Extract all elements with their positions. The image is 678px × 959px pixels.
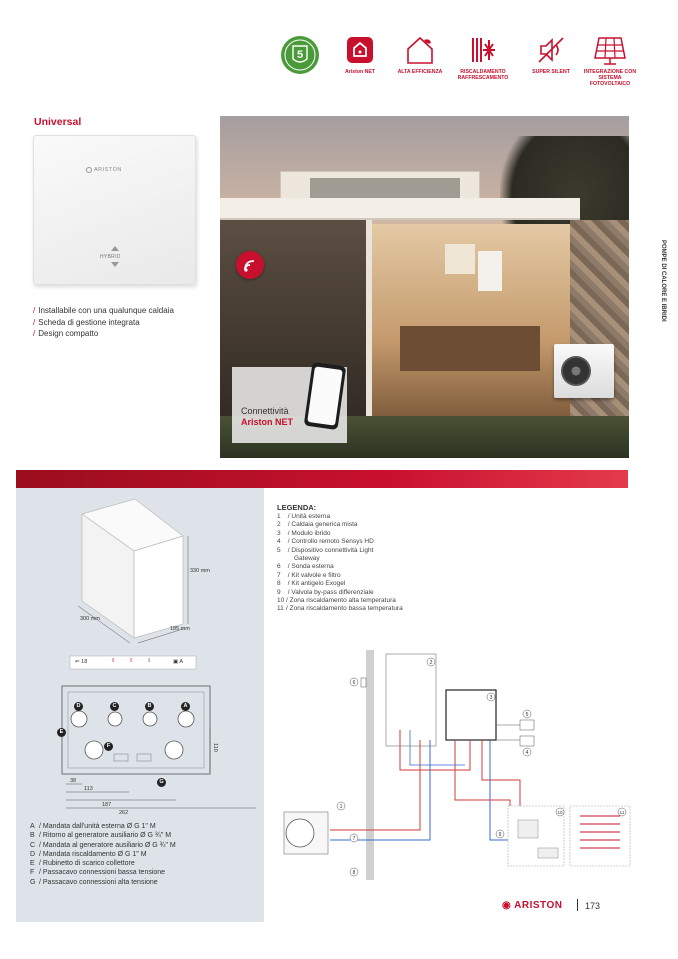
- system-schematic: [270, 640, 640, 890]
- port-marker-c: C: [110, 702, 119, 711]
- wifi-icon: [236, 251, 264, 279]
- legend-item: 10 / Zona riscaldamento alta temperatura: [277, 597, 396, 605]
- port-marker-a: A: [181, 702, 190, 711]
- page-number: 173: [585, 901, 601, 911]
- port-marker-e: E: [57, 728, 66, 737]
- product-image: [33, 135, 196, 285]
- port-arrow-icon: ⇧: [129, 658, 134, 664]
- connections-legend: [30, 822, 176, 887]
- dim-height: 330 mm: [190, 568, 210, 574]
- port-strip-left: ⇐ 18: [75, 659, 88, 665]
- feature-label: INTEGRAZIONE CON SISTEMA FOTOVOLTAICO: [583, 69, 637, 87]
- legend-item: 6 / Sonda esterna: [277, 563, 334, 571]
- legend-item: 4 / Controllo remoto Sensys HD: [277, 538, 374, 546]
- house-photo: [220, 116, 629, 458]
- legend-item: 8 / Kit antigelo Exogel: [277, 580, 346, 588]
- ariston-net-label: Ariston NET: [241, 417, 294, 427]
- boiler-2: [386, 654, 436, 746]
- feature-icons-row: [270, 34, 645, 98]
- feature-ariston-net: [330, 34, 390, 75]
- svg-text:6: 6: [352, 680, 356, 686]
- svg-text:4: 4: [525, 750, 529, 756]
- port-marker-b: B: [145, 702, 154, 711]
- legend-item: 7 / Kit valvole e filtro: [277, 571, 341, 579]
- feature-warranty: [270, 34, 330, 76]
- garanzia-5-anni-badge-icon: [279, 34, 321, 76]
- port-arrow-icon: ⇩: [147, 658, 152, 664]
- outdoor-sensor-6: [361, 678, 366, 687]
- connection-item: D / Mandata riscaldamento Ø G 1" M: [30, 850, 147, 858]
- wall: [366, 650, 374, 880]
- svg-text:2: 2: [429, 660, 433, 666]
- red-divider-band: [16, 470, 628, 488]
- fan-icon: [561, 356, 591, 386]
- feature-label: Ariston NET: [345, 69, 375, 75]
- legend-list: [277, 513, 403, 614]
- ariston-logo-icon: [86, 167, 92, 173]
- feature-label: RISCALDAMENTO RAFFRESCAMENTO: [457, 69, 509, 81]
- connection-item: E / Rubinetto di scarico collettore: [30, 860, 135, 868]
- feature-super-silent: [521, 34, 581, 75]
- side-category-text: POMPE DI CALORE E IBRIDI: [660, 240, 666, 322]
- product-brand-text: ARISTON: [94, 167, 122, 173]
- connection-item: A / Mandata dall'unità esterna Ø G 1" M: [30, 823, 156, 830]
- port-marker-f: F: [104, 742, 113, 751]
- dim-113: 113: [84, 786, 93, 792]
- svg-text:9: 9: [498, 832, 502, 838]
- arrow-down-icon: [111, 262, 119, 267]
- port-arrow-icon: ⇧: [111, 658, 116, 664]
- port-marker-g: G: [157, 778, 166, 787]
- connection-item: G / Passacavo connessioni alta tensione: [30, 878, 158, 886]
- speaker-mute-icon: [535, 34, 567, 66]
- ariston-net-wifi-icon: [344, 34, 376, 66]
- bullet-item: / Scheda di gestione integrata: [33, 317, 140, 327]
- heat-cool-icon: [467, 34, 499, 66]
- footer-logo: ◉ ARISTON: [502, 900, 563, 911]
- badge-number: 5: [296, 49, 304, 61]
- radiator: [518, 820, 538, 838]
- bullet-item: / Design compatto: [33, 329, 99, 338]
- legend-item: 9 / Valvola by-pass differenziale: [277, 588, 374, 596]
- port-strip-right: ▣ A: [173, 659, 184, 665]
- port-marker-d: D: [74, 702, 83, 711]
- dim-110: 110: [212, 743, 218, 752]
- legend-item: Gateway: [294, 555, 320, 563]
- dim-262: 262: [119, 810, 129, 816]
- feature-bullets: [33, 305, 174, 340]
- section-title: Universal: [34, 116, 82, 128]
- svg-text:11: 11: [619, 810, 625, 815]
- product-hybrid-text: HYBRID: [100, 254, 121, 260]
- solar-panel-icon: [593, 34, 627, 66]
- dim-38: 38: [70, 778, 77, 784]
- remote-control-4: [520, 736, 534, 746]
- legend-item: 3 / Modulo ibrido: [277, 529, 331, 537]
- feature-alta-efficienza: [390, 34, 450, 75]
- legend-title: LEGENDA:: [277, 503, 317, 512]
- feature-riscaldamento: [453, 34, 513, 81]
- house-leaf-icon: [404, 34, 436, 66]
- footer-separator: [577, 899, 578, 911]
- connection-item: F / Passacavo connessioni bassa tensione: [30, 869, 166, 877]
- feature-fotovoltaico: [580, 34, 640, 87]
- arrow-up-icon: [111, 246, 119, 251]
- connection-item: C / Mandata al generatore ausiliario Ø G ¾" M: [30, 841, 176, 849]
- feature-label: ALTA EFFICIENZA: [397, 69, 443, 75]
- svg-text:5: 5: [525, 712, 529, 718]
- gateway-5: [520, 720, 534, 730]
- connectivity-label: Connettività: [241, 406, 289, 416]
- dim-187: 187: [102, 802, 112, 808]
- svg-text:1: 1: [339, 804, 343, 810]
- legend-item: 1 / Unità esterna: [277, 513, 331, 520]
- svg-text:8: 8: [352, 870, 356, 876]
- ariston-logo-icon: ◉: [502, 900, 515, 911]
- legend-item: 5 / Dispositivo connettività Light: [277, 546, 374, 554]
- dim-depth: 185 mm: [170, 626, 190, 632]
- svg-text:7: 7: [352, 836, 356, 842]
- legend-item: 2 / Caldaia generica mista: [277, 521, 358, 529]
- legend-item: 11 / Zona riscaldamento bassa temperatura: [277, 605, 403, 613]
- svg-text:10: 10: [557, 810, 563, 815]
- fan-icon: [286, 819, 314, 847]
- dim-width: 300 mm: [80, 616, 100, 622]
- connection-item: B / Ritorno al generatore ausiliario Ø G ¾" M: [30, 832, 172, 840]
- bullet-item: / Installabile con una qualunque caldaia: [33, 306, 174, 315]
- feature-label: SUPER SILENT: [532, 69, 570, 75]
- svg-text:3: 3: [489, 695, 493, 701]
